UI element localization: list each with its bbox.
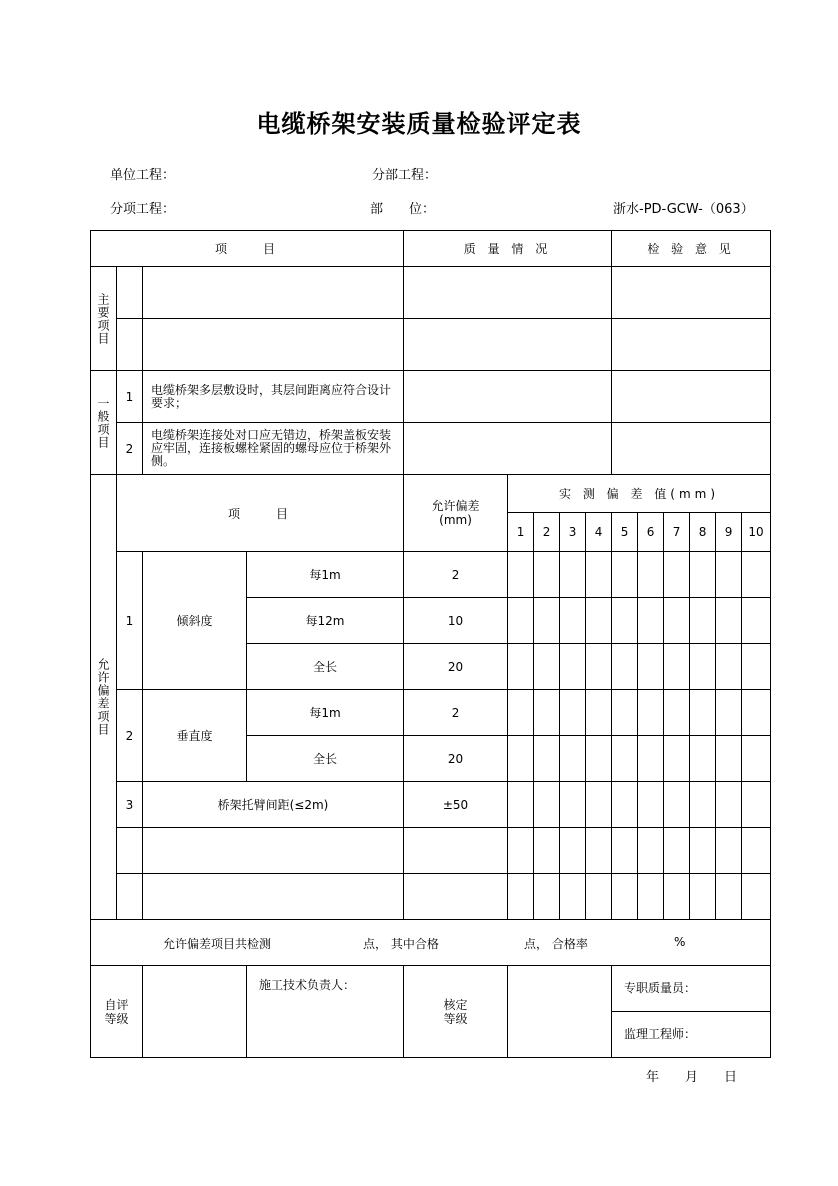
- measure-cell[interactable]: [716, 828, 742, 874]
- row-tol-empty: [404, 874, 508, 920]
- general-item-quality-1[interactable]: [404, 371, 612, 423]
- row-tol: 20: [404, 736, 508, 782]
- verify-label: 核定 等级: [404, 966, 508, 1058]
- measure-col-4: 4: [586, 513, 612, 552]
- row-tol-empty: [404, 828, 508, 874]
- tech-leader-label: 施工技术负责人：: [247, 966, 404, 1058]
- summary-part3: 点， 合格率: [524, 937, 588, 951]
- measure-col-1: 1: [508, 513, 534, 552]
- measure-cell[interactable]: [638, 828, 664, 874]
- main-items-label-cell: [91, 267, 117, 371]
- measure-cell[interactable]: [560, 782, 586, 828]
- unit-project-label: 单位工程：: [110, 168, 176, 183]
- row-name: 桥架托臂间距(≤2m): [143, 782, 404, 828]
- measure-cell[interactable]: [742, 644, 771, 690]
- measure-cell[interactable]: [716, 644, 742, 690]
- measure-cell[interactable]: [716, 782, 742, 828]
- measure-cell[interactable]: [664, 690, 690, 736]
- allow-label-cell: [91, 475, 117, 920]
- measure-cell[interactable]: [664, 874, 690, 920]
- summary-part4: %: [674, 935, 686, 949]
- measure-cell[interactable]: [690, 874, 716, 920]
- measure-cell[interactable]: [612, 598, 638, 644]
- measure-cell[interactable]: [664, 782, 690, 828]
- row-name-empty: [143, 874, 404, 920]
- measure-cell[interactable]: [690, 552, 716, 598]
- row-sub: 每1m: [247, 552, 404, 598]
- row-sub: 全长: [247, 644, 404, 690]
- header-opinion: 检 验 意 见: [612, 231, 771, 267]
- row-name-empty: [143, 828, 404, 874]
- page-title: 电缆桥架安装质量检验评定表: [256, 110, 582, 138]
- measure-cell[interactable]: [638, 552, 664, 598]
- main-item-no-1: [117, 267, 143, 319]
- measure-cell[interactable]: [612, 552, 638, 598]
- main-item-quality-2[interactable]: [404, 319, 612, 371]
- measure-cell[interactable]: [508, 644, 534, 690]
- supervisor-label: 监理工程师：: [612, 1012, 771, 1058]
- self-eval-label: 自评 等级: [91, 966, 143, 1058]
- summary-part1: 允许偏差项目共检测: [163, 937, 272, 951]
- header-item: 项 目: [91, 231, 404, 267]
- row-sub: 每1m: [247, 690, 404, 736]
- measure-cell[interactable]: [560, 598, 586, 644]
- measure-col-5: 5: [612, 513, 638, 552]
- measure-cell[interactable]: [612, 828, 638, 874]
- measure-cell[interactable]: [586, 644, 612, 690]
- measure-col-3: 3: [560, 513, 586, 552]
- measure-cell[interactable]: [742, 874, 771, 920]
- measure-cell[interactable]: [690, 598, 716, 644]
- measure-cell[interactable]: [742, 828, 771, 874]
- measure-col-7: 7: [664, 513, 690, 552]
- measure-col-8: 8: [690, 513, 716, 552]
- measure-cell[interactable]: [560, 828, 586, 874]
- measure-cell[interactable]: [742, 782, 771, 828]
- measure-cell[interactable]: [664, 736, 690, 782]
- main-item-text-2: [143, 319, 404, 371]
- row-tol: 10: [404, 598, 508, 644]
- main-item-opinion-2[interactable]: [612, 319, 771, 371]
- main-item-text-1: [143, 267, 404, 319]
- measure-cell[interactable]: [508, 782, 534, 828]
- division-project-label: 分部工程：: [372, 168, 438, 183]
- summary-row: [91, 920, 771, 966]
- general-items-label: 一般项目: [96, 396, 110, 449]
- row-no: 3: [117, 782, 143, 828]
- measure-cell[interactable]: [612, 690, 638, 736]
- row-tol: 2: [404, 690, 508, 736]
- verify-value[interactable]: [508, 966, 612, 1058]
- measure-cell[interactable]: [508, 736, 534, 782]
- main-item-no-2: [117, 319, 143, 371]
- measure-col-2: 2: [534, 513, 560, 552]
- row-no: 1: [117, 552, 143, 690]
- measure-cell[interactable]: [586, 828, 612, 874]
- measure-cell[interactable]: [664, 828, 690, 874]
- measure-cell[interactable]: [534, 874, 560, 920]
- measure-cell[interactable]: [742, 552, 771, 598]
- main-item-quality-1[interactable]: [404, 267, 612, 319]
- measure-cell[interactable]: [586, 782, 612, 828]
- measure-cell[interactable]: [612, 782, 638, 828]
- general-item-no: 1: [117, 371, 143, 423]
- measure-cell[interactable]: [690, 736, 716, 782]
- general-item-opinion-1[interactable]: [612, 371, 771, 423]
- measure-cell[interactable]: [534, 552, 560, 598]
- measure-cell[interactable]: [638, 690, 664, 736]
- row-name: 垂直度: [143, 690, 247, 782]
- measure-cell[interactable]: [534, 828, 560, 874]
- header-quality: 质 量 情 况: [404, 231, 612, 267]
- measure-cell[interactable]: [638, 598, 664, 644]
- measure-cell[interactable]: [534, 782, 560, 828]
- measure-cell[interactable]: [742, 736, 771, 782]
- summary-part2: 点， 其中合格: [363, 937, 439, 951]
- general-item-text: 电缆桥架连接处对口应无错边，桥架盖板安装应牢固，连接板螺栓紧固的螺母应位于桥架外侧。: [143, 423, 404, 475]
- row-no-empty: [117, 828, 143, 874]
- measure-cell[interactable]: [716, 874, 742, 920]
- quality-officer-label: 专职质量员：: [612, 966, 771, 1012]
- measure-cell[interactable]: [508, 874, 534, 920]
- measure-cell[interactable]: [534, 644, 560, 690]
- measure-cell[interactable]: [560, 690, 586, 736]
- allow-item-header: 项 目: [117, 475, 404, 552]
- measure-cell[interactable]: [664, 644, 690, 690]
- general-items-label-cell: [91, 371, 117, 475]
- measure-cell[interactable]: [560, 552, 586, 598]
- measure-col-10: 10: [742, 513, 771, 552]
- measure-cell[interactable]: [716, 598, 742, 644]
- measure-cell[interactable]: [690, 690, 716, 736]
- measure-cell[interactable]: [638, 782, 664, 828]
- self-eval-value[interactable]: [143, 966, 247, 1058]
- general-item-quality-2[interactable]: [404, 423, 612, 475]
- row-sub: 全长: [247, 736, 404, 782]
- measure-cell[interactable]: [664, 552, 690, 598]
- measure-cell[interactable]: [664, 598, 690, 644]
- measure-cell[interactable]: [690, 782, 716, 828]
- measure-cell[interactable]: [742, 598, 771, 644]
- measure-cell[interactable]: [508, 690, 534, 736]
- measure-cell[interactable]: [586, 552, 612, 598]
- row-tol: 20: [404, 644, 508, 690]
- measure-cell[interactable]: [560, 736, 586, 782]
- measure-cell[interactable]: [612, 736, 638, 782]
- measure-cell[interactable]: [586, 690, 612, 736]
- measured-header: 实 测 偏 差 值(mm): [508, 475, 771, 513]
- row-tol: ±50: [404, 782, 508, 828]
- measure-cell[interactable]: [716, 736, 742, 782]
- row-name: 倾斜度: [143, 552, 247, 690]
- allow-tol-header: 允许偏差 (mm): [404, 475, 508, 552]
- measure-cell[interactable]: [508, 598, 534, 644]
- measure-cell[interactable]: [586, 874, 612, 920]
- measure-cell[interactable]: [586, 736, 612, 782]
- date-label: 年 月 日: [646, 1070, 738, 1085]
- general-item-opinion-2[interactable]: [612, 423, 771, 475]
- general-item-text: 电缆桥架多层敷设时，其层间距离应符合设计要求；: [143, 371, 404, 423]
- measure-cell[interactable]: [612, 874, 638, 920]
- allow-items-label: 允许偏差项目: [96, 658, 110, 736]
- measure-cell[interactable]: [508, 552, 534, 598]
- row-tol: 2: [404, 552, 508, 598]
- measure-cell[interactable]: [534, 598, 560, 644]
- measure-cell[interactable]: [638, 644, 664, 690]
- main-item-opinion-1[interactable]: [612, 267, 771, 319]
- position-label: 部 位：: [370, 202, 436, 217]
- measure-cell[interactable]: [716, 552, 742, 598]
- measure-cell[interactable]: [690, 644, 716, 690]
- measure-cell[interactable]: [560, 644, 586, 690]
- measure-cell[interactable]: [638, 874, 664, 920]
- inspection-table: [90, 230, 771, 1058]
- row-no: 2: [117, 690, 143, 782]
- measure-cell[interactable]: [638, 736, 664, 782]
- measure-cell[interactable]: [716, 690, 742, 736]
- row-no-empty: [117, 874, 143, 920]
- main-items-label: 主要项目: [96, 292, 110, 345]
- measure-cell[interactable]: [612, 644, 638, 690]
- subitem-project-label: 分项工程：: [110, 202, 176, 217]
- row-sub: 每12m: [247, 598, 404, 644]
- measure-cell[interactable]: [508, 828, 534, 874]
- general-item-no: 2: [117, 423, 143, 475]
- measure-col-6: 6: [638, 513, 664, 552]
- form-code: 浙水-PD-GCW-（063）: [613, 202, 754, 217]
- measure-cell[interactable]: [560, 874, 586, 920]
- measure-cell[interactable]: [742, 690, 771, 736]
- measure-col-9: 9: [716, 513, 742, 552]
- measure-cell[interactable]: [534, 690, 560, 736]
- measure-cell[interactable]: [690, 828, 716, 874]
- measure-cell[interactable]: [534, 736, 560, 782]
- measure-cell[interactable]: [586, 598, 612, 644]
